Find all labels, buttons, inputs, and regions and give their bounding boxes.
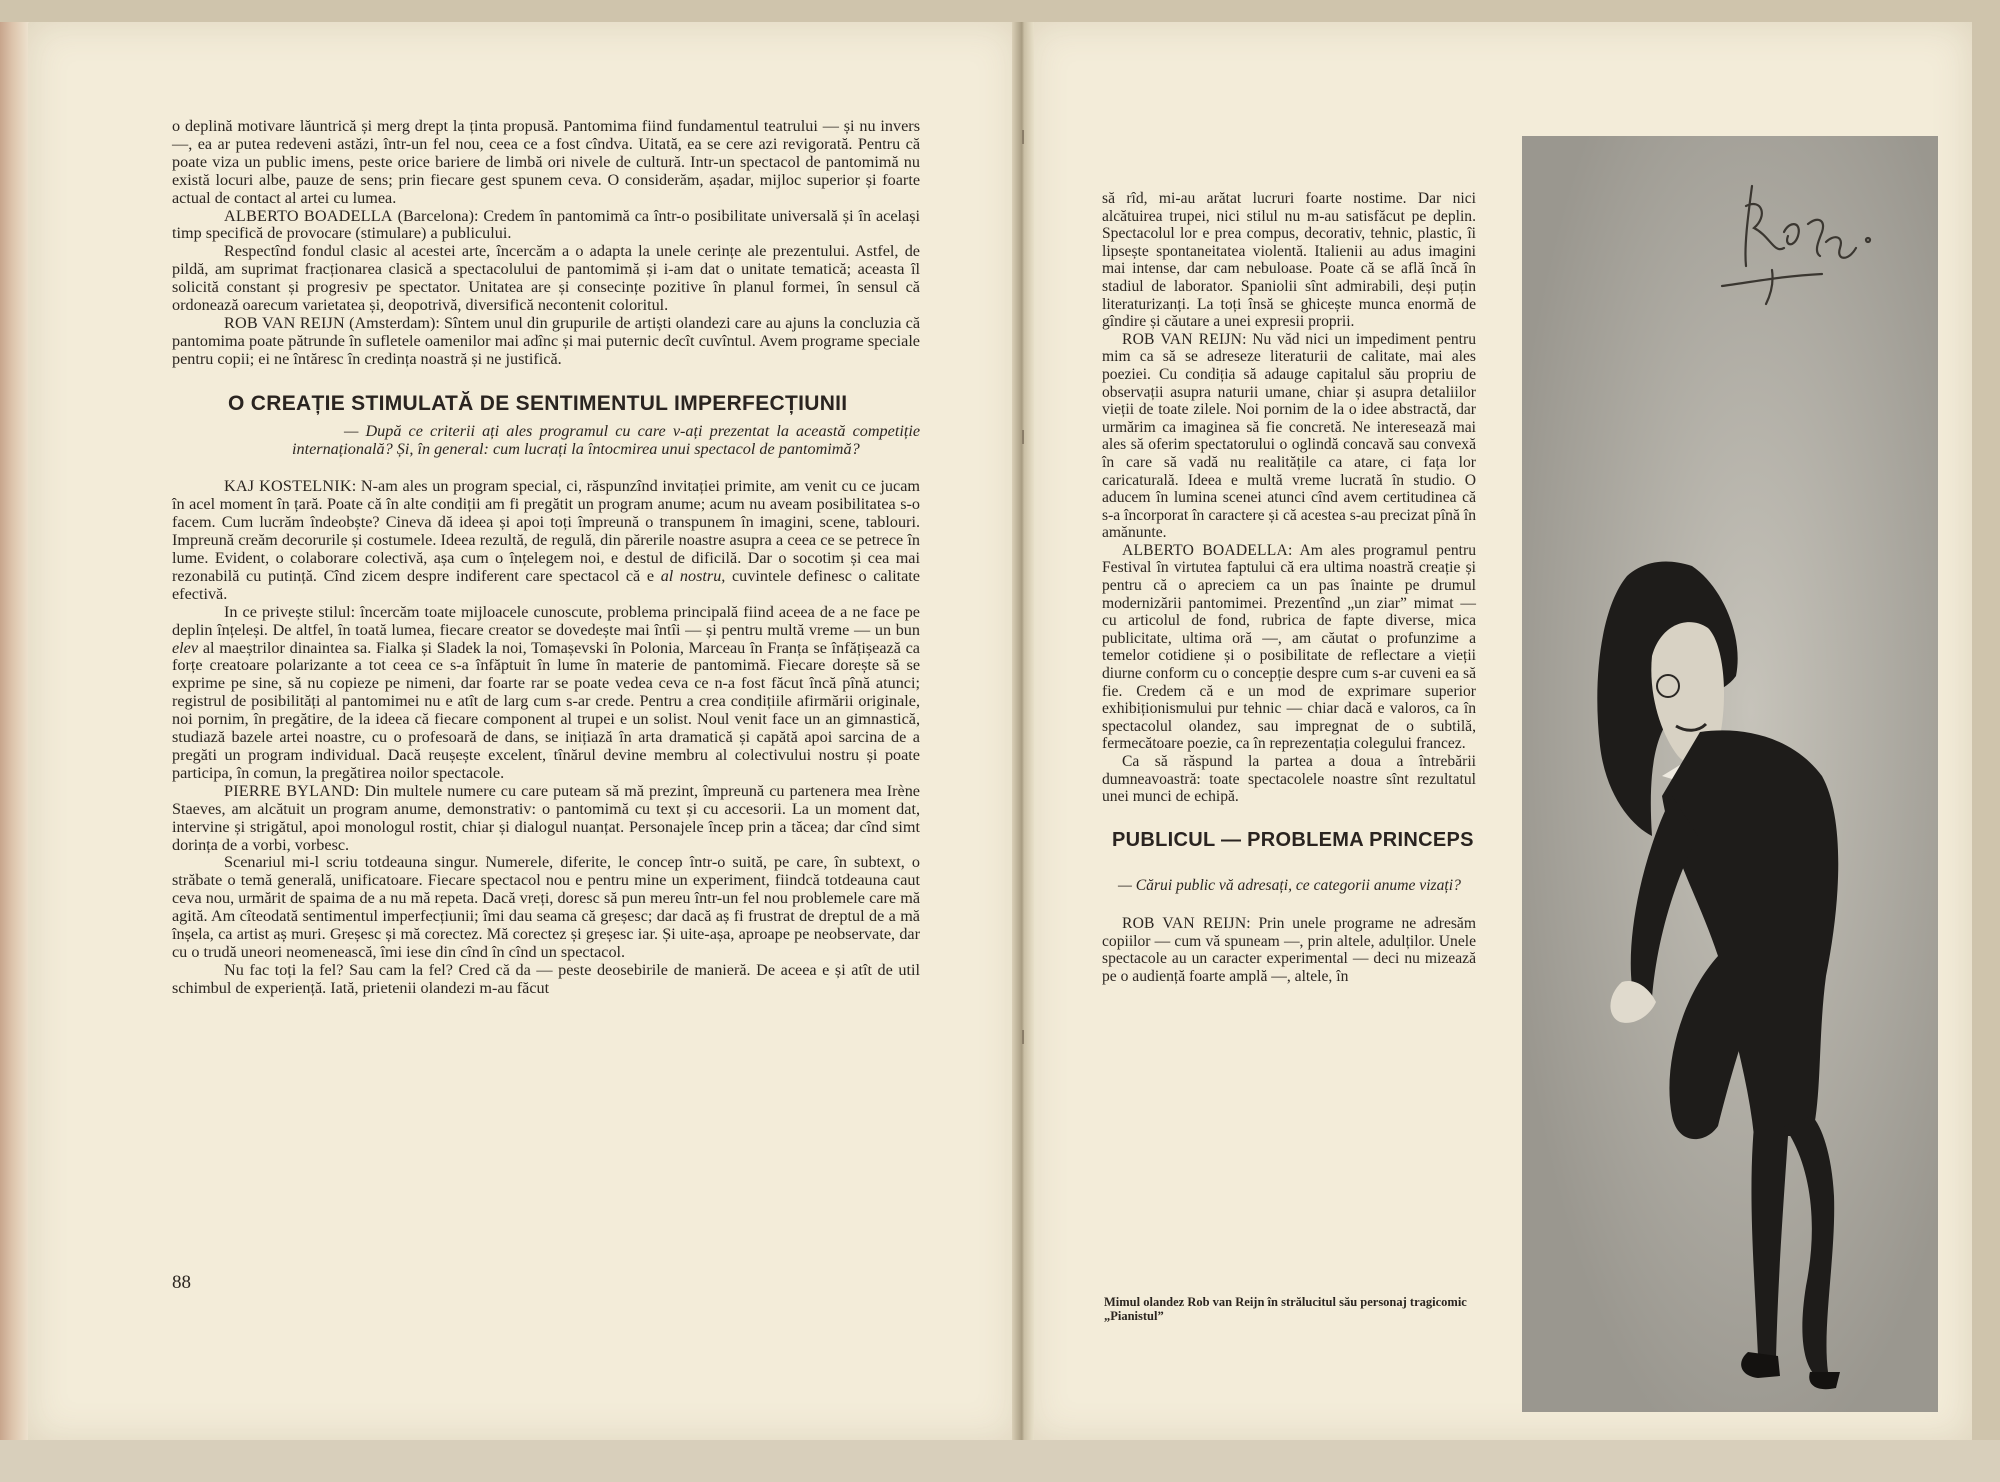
left-page-text [172, 118, 920, 998]
answer-text: : Nu văd nici un impediment pentru mim ca să se adreseze literaturii de calitate, mai ales poeziei. Cu condiția să adauge capitalul său propriu de observații asupra naturii umane, chiar și asupra detaliilor vieții de toate zilele. Noi pornim de la o idee abstractă, dar urmărim ca imaginea să fie concretă. Ne interesează mai ales să oferim spectatorului o oglindă concavă sau convexă în care să vadă nu realitățile ca atare, ci fața lor caricaturală. Ideea e multă vreme lucrată în studio. O aducem în lumina scenei atunci cînd avem certitudinea că s-a încorporat în caractere și că acestea s-au precizat pînă în amănunte. [1102, 330, 1476, 542]
boadella-answer-2: Respectînd fondul clasic al acestei arte, încercăm a o adapta la unele cerințe ale prezentului. Astfel, de pildă, am suprimat fracționarea clasică a spectacolului de pantomimă și i-am dat o unitate tematică; aceasta îl solicită constant și progresiv pe spectator. Unitatea are și consecințe pozitive în planul formei, în sensul că ordonează oarecum varietatea și, deopotrivă, diversifică necontenit coloritul. [172, 242, 920, 315]
binding-stitch [1022, 1030, 1024, 1044]
speaker-name: ALBERTO BOADELLA [224, 206, 393, 225]
answer-text: cuvintele definesc o calitate efectivă. [172, 566, 920, 603]
speaker-name: ALBERTO BOADELLA [1122, 541, 1288, 559]
binding-stitch [1022, 430, 1024, 444]
book-spine [1012, 22, 1034, 1442]
section-heading: PUBLICUL — PROBLEMA PRINCEPS [1112, 828, 1474, 851]
byland-answer-1 [172, 783, 920, 855]
speaker-name: ROB VAN REIJN [224, 313, 345, 332]
continuation-paragraph: să rîd, mi-au arătat lucruri foarte nostime. Dar nici alcătuirea trupei, nici stilul nu m-au satisfăcut pe deplin. Spectacolul lor e prea compus, decorativ, tehnic, plastic, îi lipsește spontaneitatea violentă. Italienii au adus imagini mai intense, dar cam nebuloase. Poate că se află încă în stadiul de laborator. Spaniolii sînt admirabili, deși puțin literaturizanți. La toți însă se ghicește munca enormă de gîndire și căutare a unei expresii proprii. [1102, 190, 1476, 331]
speaker-name: PIERRE BYLAND [224, 781, 355, 800]
reijn-answer-3 [1102, 915, 1476, 985]
binding-stitch [1022, 130, 1024, 144]
boadella-answer-4: Ca să răspund la partea a doua a întrebării dumneavoastră: toate spectacolele noastre sînt rezultatul unei munci de echipă. [1102, 753, 1476, 806]
answer-text: al maeștrilor dinaintea sa. Fialka și Sladek la noi, Tomașevski în Polonia, Marceau în Franța se înfățișează ca forțe creatoare polarizante a tot ceea ce s-a înfăptuit în lume în materie de pantomimă. Fiecare dorește să se exprime pe sine, să nu copieze pe nimeni, dar foarte rar se poate vedea ceva ce n-a fost făcut încă pînă atunci; registrul de posibilități al pantomimei nu e atît de larg cum s-ar crede. Pentru a crea condițiile afirmării originale, noi pornim, în pregătire, de la ideea că fiecare component al trupei e un solist. Noul venit face un an gimnastică, studiază bazele artei noastre, cu o profesoară de dans, se inițiază în arta dramatică și capătă apoi sarcina de a pregăti un program individual. Dacă reușește excelent, tînărul devine membru al colectivului nostru și poate participa, în comun, la pregătirea noilor spectacole. [172, 638, 920, 782]
interview-question: — Cărui public vă adresați, ce categorii anume vizați? [1118, 877, 1461, 895]
speaker-name: KAJ KOSTELNIK [224, 477, 352, 496]
mime-photograph [1522, 136, 1938, 1412]
mime-figure-illustration [1522, 136, 1938, 1412]
answer-text: (Barcelona): Credem în pantomimă ca într-o posibilitate universală și în același timp specifică de provocare (stimulare) a publicului. [172, 206, 921, 243]
question-text: — După ce criterii ați ales programul cu care v-ați prezentat la această competiție internațională? Și, în general: cum lucrați la întocmirea unui spectacol de pantomimă? [292, 421, 920, 458]
right-page-text [1102, 190, 1476, 985]
interview-question [292, 423, 920, 459]
intro-paragraph: o deplină motivare lăuntrică și merg drept la ținta propusă. Pantomima fiind fundamentul teatrului — și nu invers —, ea ar putea redeveni astăzi, într-un fel nou, ceea ce a fost cîndva. Uitată, ea se cere azi revigorată. Pentru că poate viza un public imens, peste orice bariere de limbă ori nivele de cultură. Intr-un spectacol de pantomimă nu există locuri albe, pauze de sens; prin fiecare gest spunem ceva. O considerăm, așadar, mijloc superior și foarte actual de contact al artei cu lumea. [172, 117, 920, 207]
answer-text: : Am ales programul pentru Festival în virtutea faptului că era ultima noastră creație și pentru că o apreciem ca un pas înainte pe drumul modernizării pantomimei. Prezentînd „un ziar” mimat — cu articolul de fond, rubrica de fapte diverse, mica publicitate, ultima oră —, am căutat o profunzime a temelor cotidiene și o posibilitate de reflectare a vieții diurne conform cu o concepție despre cum s-ar cuveni ea să fie. Credem că e un mod de exprimare superior exhibiționismului pur tehnic — chiar dacă e valoros, ca în spectacolul olandez, sau impregnat de o subtilă, fermecătoare poezie, ca în reprezentația colegului francez. [1102, 541, 1476, 753]
reijn-answer-2 [1102, 331, 1476, 542]
answer-text: : N-am ales un program special, ci, răspunzînd invitației primite, am venit cu ce jucam în acel moment în țară. Poate că în alte condiții am fi pregătit un program anume; acum nu aveam posibilitatea s-o facem. Cum lucrăm îndeobște? Cineva dă ideea și apoi toți împreună o transpunem în imagini, scene, tablouri. Impreună creăm decorurile și costumele. Ideea rezultă, de regulă, din părerile noastre asupra a ceea ce se petrece în lume. Evident, o colaborare colectivă, așa cum o înțelegem noi, e destul de dificilă. Dar o socotim și cea mai rezonabilă cu putință. Cînd zicem despre indiferent care spectacol că e [172, 477, 920, 585]
speaker-name: ROB VAN REIJN [1122, 914, 1247, 932]
page-number: 88 [172, 1272, 191, 1293]
boadella-answer-3 [1102, 542, 1476, 753]
photo-caption: Mimul olandez Rob van Reijn în strălucitul său personaj tragicomic „Pianistul” [1104, 1295, 1467, 1323]
emphasis: elev [172, 638, 199, 657]
answer-text: : Din multele numere cu care puteam să mă prezint, împreună cu partenera mea Irène Staeves, am alcătuit un program anume, demonstrativ: o pantomimă cu text și cu accesorii. La un moment dat, intervine și strigătul, apoi monologul rostit, chiar și dialogul nuanțat. Personajele încep prin a tăcea; dar cînd simt dorința de a vorbi, vorbesc. [172, 781, 920, 854]
answer-text: In ce privește stilul: încercăm toate mijloacele cunoscute, problema principală fiind aceea de a ne face pe deplin înțeleși. De altfel, în toată lumea, fiecare creator se dovedește mai întîi — și pentru multă vreme — un bun [172, 602, 920, 639]
kostelnik-answer-1 [172, 478, 920, 603]
speaker-name: ROB VAN REIJN [1122, 330, 1243, 348]
reijn-answer-1 [172, 315, 920, 369]
boadella-answer-1 [172, 208, 920, 244]
kostelnik-answer-2 [172, 604, 920, 783]
answer-text: (Amsterdam): Sîntem unul din grupurile de artiști olandezi care au ajuns la concluzia că pantomima poate pătrunde în sufletele oamenilor mai adînc și mai puternic decît cuvîntul. Avem programe speciale pentru copii; ei ne întăresc în credința noastră și ne justifică. [172, 313, 921, 368]
emphasis: al nostru, [660, 566, 726, 585]
table-surface [0, 1440, 2000, 1482]
book-edge [0, 22, 30, 1442]
section-heading: O CREAȚIE STIMULATĂ DE SENTIMENTUL IMPERFECȚIUNII [228, 391, 848, 415]
answer-text: : Prin unele programe ne adresăm copiilor — cum vă spuneam —, prin altele, adulților. Unele spectacole au un caracter experimental — deci nu mizează pe o audiență foarte amplă —, altele, în [1102, 914, 1476, 985]
byland-answer-3: Nu fac toți la fel? Sau cam la fel? Cred că da — peste deosebirile de manieră. De aceea e și atît de util schimbul de experiență. Iată, prietenii olandezi m-au făcut [172, 960, 920, 997]
byland-answer-2: Scenariul mi-l scriu totdeauna singur. Numerele, diferite, le concep într-o suită, pe care, în subtext, o străbate o temă generală, unificatoare. Fiecare spectacol nou e pentru mine un experiment, fiindcă totdeauna caut ceva nou, urmărit de spaima de a nu mă repeta. Dacă vreți, doresc să pun mereu într-un fel nou problemele care mă agită. Am cîteodată sentimentul imperfecțiunii; îmi dau seama că greșesc; dar dacă aș fi frustrat de dreptul de a mă înșela, ca artist aș muri. Greșesc și mă corectez. Mă corectez și greșesc iar. Și uite-așa, aproape pe neobservate, dar cu o trudă uneori neomenească, îmi iese din cînd în cînd un spectacol. [172, 853, 920, 961]
